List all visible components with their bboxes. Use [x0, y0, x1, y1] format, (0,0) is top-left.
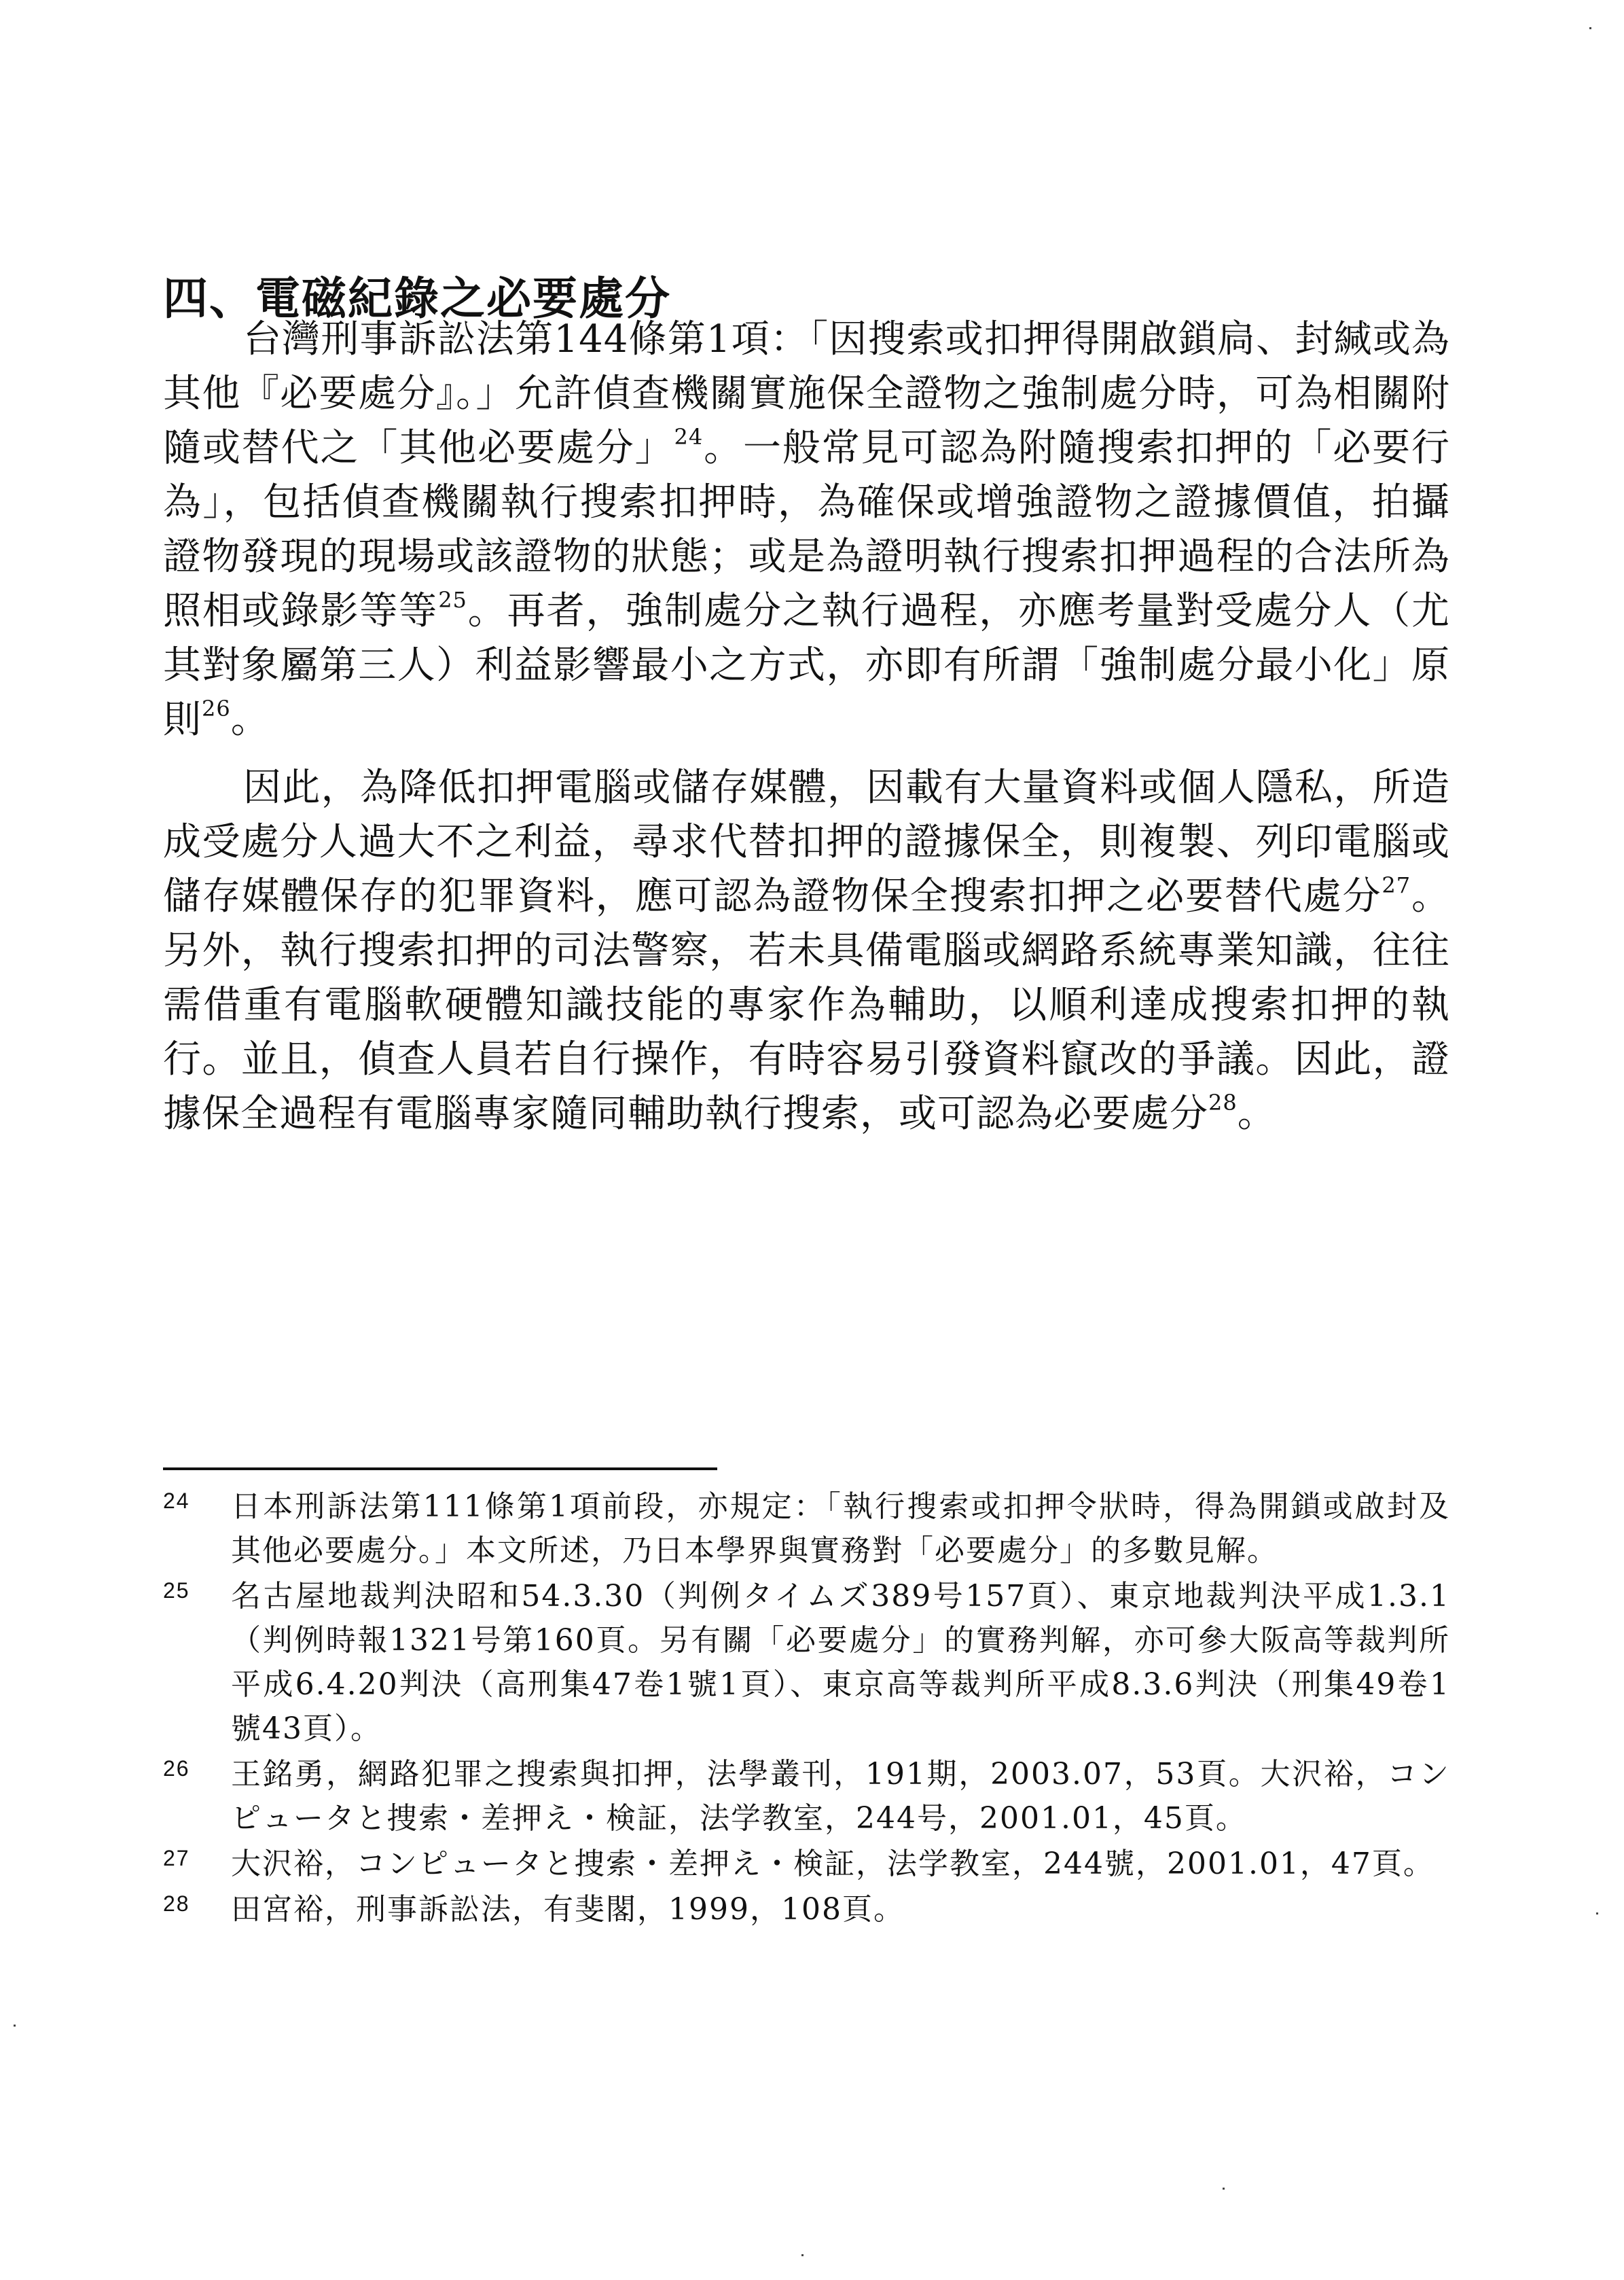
scan-speck [801, 2254, 804, 2256]
paragraph-text: 。一般常見可認為附隨搜索扣押的「必要行為」，包括偵查機關執行搜索扣押時，為確保或增強證物之證據價值，拍攝證物發現的現場或該證物的狀態；或是為證明執行搜索扣押過程的合法所為照相或錄影等等 [163, 426, 1451, 633]
footnote-25 [163, 1574, 1450, 1751]
footnote-26 [163, 1752, 1450, 1840]
footnote-27 [163, 1842, 1450, 1886]
footnote-ref-28[interactable]: 28 [1208, 1090, 1238, 1116]
paragraph-text: 。 [230, 698, 270, 742]
footnote-number: 24 [163, 1489, 190, 1513]
paragraph-1 [163, 313, 1450, 747]
paragraph-2 [163, 761, 1450, 1141]
footnote-28 [163, 1887, 1450, 1931]
footnotes [163, 1484, 1450, 1933]
paragraph-text: 因此，為降低扣押電腦或儲存媒體，因載有大量資料或個人隱私，所造成受處分人過大不之利益，尋求代替扣押的證據保全，則複製、列印電腦或儲存媒體保存的犯罪資料，應可認為證物保全搜索扣押之必要替代處分 [163, 766, 1450, 919]
footnote-ref-26[interactable]: 26 [202, 696, 231, 722]
body-text [163, 313, 1450, 1155]
footnote-number: 28 [163, 1891, 190, 1916]
section-heading: 四、電磁紀錄之必要處分 [163, 272, 671, 325]
paragraph-text: 。 [1237, 1092, 1276, 1136]
footnote-ref-27[interactable]: 27 [1382, 872, 1411, 898]
footnote-text: 大沢裕，コンピュータと捜索・差押え・検証，法学教室，244號，2001.01，47頁。 [231, 1847, 1434, 1881]
footnote-24 [163, 1484, 1450, 1573]
footnote-ref-25[interactable]: 25 [438, 587, 467, 613]
footnote-text: 日本刑訴法第111條第1項前段，亦規定：「執行搜索或扣押令狀時，得為開鎖或啟封及其他必要處分。」本文所述，乃日本學界與實務對「必要處分」的多數見解。 [231, 1489, 1450, 1568]
footnote-number: 25 [163, 1578, 190, 1603]
paragraph-text: 台灣刑事訴訟法第144條第1項：「因搜索或扣押得開啟鎖扃、封緘或為其他『必要處分』。」允許偵查機關實施保全證物之強制處分時，可為相關附隨或替代之「其他必要處分」 [163, 317, 1450, 470]
footnote-number: 26 [163, 1756, 190, 1781]
footnote-text: 王銘勇，網路犯罪之搜索與扣押，法學叢刊，191期，2003.07，53頁。大沢裕，コンピュータと捜索・差押え・検証，法学教室，244号，2001.01，45頁。 [231, 1757, 1450, 1836]
footnote-text: 田宮裕，刑事訴訟法，有斐閣，1999，108頁。 [231, 1892, 905, 1927]
footnote-number: 27 [163, 1846, 190, 1870]
scan-speck [1596, 1912, 1598, 1914]
scan-speck [14, 2025, 16, 2027]
footnote-ref-24[interactable]: 24 [674, 424, 704, 450]
scan-speck [1223, 2188, 1225, 2190]
scan-speck [1589, 27, 1591, 29]
footnote-separator [163, 1467, 717, 1470]
footnote-text: 名古屋地裁判決昭和54.3.30（判例タイムズ389号157頁）、東京地裁判決平成1.3.1（判例時報1321号第160頁。另有關「必要處分」的實務判解，亦可參大阪高等裁判所平成6.4.20判決（高刑集47卷1號1頁）、東京高等裁判所平成8.3.6判決（刑集49卷1號43頁）。 [231, 1579, 1450, 1746]
paragraph-text: 。另外，執行搜索扣押的司法警察，若未具備電腦或網路系統專業知識，往往需借重有電腦軟硬體知識技能的專家作為輔助，以順利達成搜索扣押的執行。並且，偵查人員若自行操作，有時容易引發資料竄改的爭議。因此，證據保全過程有電腦專家隨同輔助執行搜索，或可認為必要處分 [163, 874, 1451, 1136]
paragraph-text: 。再者，強制處分之執行過程，亦應考量對受處分人（尤其對象屬第三人）利益影響最小之方式，亦即有所謂「強制處分最小化」原則 [163, 589, 1451, 742]
